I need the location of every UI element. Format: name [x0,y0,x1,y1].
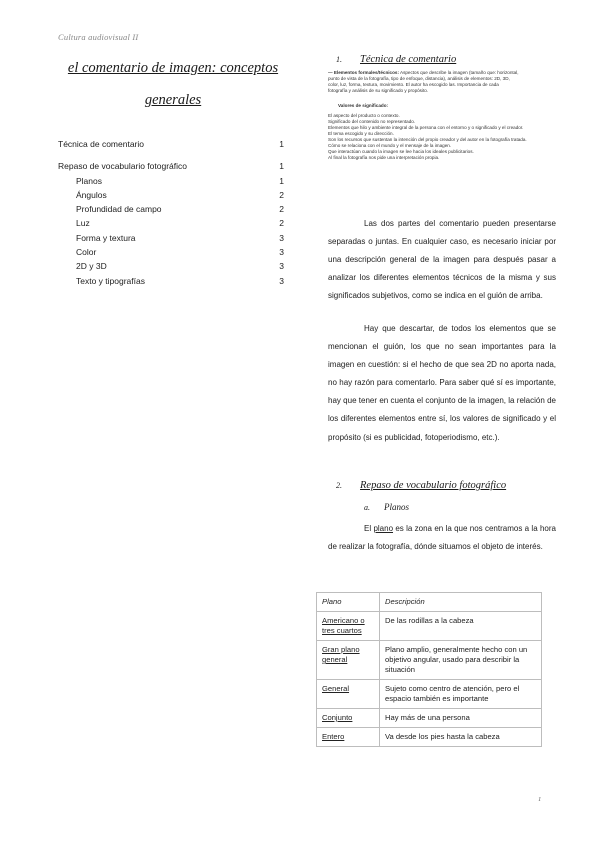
toc-entry[interactable] [58,245,284,259]
vocabulary-table [316,592,542,747]
term-link: plano [373,524,394,533]
toc-label: Texto y tipografías [76,275,145,286]
subsection-heading [364,502,409,512]
table-row [317,680,542,709]
toc-page: 1 [279,139,284,149]
outline-lead-line: punto de vista de la fotografía, tipo de enfoque, distancia), análisis de elementos: 2D, 3D, [328,76,510,81]
table-header-row [317,593,542,612]
toc-label: Técnica de comentario [58,139,144,149]
toc-label: Forma y textura [76,232,136,243]
toc-page: 2 [279,218,284,229]
outline-item: Elementos que hilo y ambiente integral de la persona con el entorno y o significado y el creador. [328,125,524,130]
section-title: Técnica de comentario [360,54,457,65]
table-row [317,709,542,728]
toc-label: Color [76,247,97,258]
section-number: 1. [336,55,342,64]
table-cell-description: Va desde los pies hasta la cabeza [380,728,542,747]
paragraph-text-pre: El [364,524,374,533]
toc-page: 3 [279,261,284,272]
table-cell-term: Entero [317,728,380,747]
subsection-number: a. [364,503,370,512]
toc-entry[interactable] [58,159,284,173]
section-heading [336,480,506,491]
outline-item: Son los recursos que sustentan la intención del propio creador y del autor en la fotografía tratada. [328,137,527,142]
toc-entry[interactable] [58,231,284,245]
outline-item: Significado del contenido no representado. [328,119,416,124]
toc-entry[interactable] [58,202,284,216]
column-header: Plano [317,593,380,612]
section-title: Repaso de vocabulario fotográfico [360,480,507,491]
paragraph-text: Hay que descartar, de todos los elementos que se mencionan el guión, los que no sean importantes para la imagen en cuestión: si el hecho de que sea 2D no aporta nada, no hay razón para comentarlo. Para saber qué sí es importante, hay que tener en cuenta el conjunto de la imagen, la relación de los diferentes elementos entre sí, los valores de significado y el propósito (si es publicidad, fotoperiodismo, etc.). [328,324,556,442]
toc-page: 3 [279,232,284,243]
outline-lead-line: fotografía y análisis de su significado y propósito. [328,88,429,93]
outline-item: El tema escogido y su dirección. [328,131,394,136]
table-row [317,641,542,680]
paragraph [328,320,556,447]
table-cell-term: General [317,680,380,709]
toc-page: 1 [279,175,284,186]
paragraph [328,215,556,305]
outline-item: El aspecto del producto o contexto. [328,113,400,118]
paragraph [328,520,556,556]
outline-item: Al final la fotografía nos pide una interpretación propia. [328,155,440,160]
outline-lead-line: color, luz, forma, textura, movimiento. El autor ha escogido las. Importancia de cada [328,82,499,87]
toc-entry[interactable] [58,216,284,230]
running-head: Cultura audiovisual II [58,32,139,42]
toc-entry[interactable] [58,188,284,202]
paragraph-text-post: es la zona en la que nos centramos a la hora de realizar la fotografía, dónde situamos el objeto de interés. [328,524,556,552]
table-row [317,612,542,641]
table-cell-description: Sujeto como centro de atención, pero el espacio también es importante [380,680,542,709]
toc-page: 3 [279,247,284,258]
table-cell-description: De las rodillas a la cabeza [380,612,542,641]
toc-label: Profundidad de campo [76,204,162,215]
page-number: 1 [538,796,542,803]
toc-label: Luz [76,218,90,229]
table-cell-description: Plano amplio, generalmente hecho con un objetivo angular, usado para describir la situación [380,641,542,680]
outline-lead-line: Aspectos que describe la imagen (tamaño que: horizontal, [400,70,519,75]
toc-entry[interactable] [58,274,284,288]
subsection-title: Planos [384,502,410,512]
section-heading [336,54,456,65]
toc-page: 2 [279,189,284,200]
section-number: 2. [336,481,342,490]
toc-page: 3 [279,275,284,286]
outline-item: Cómo se relaciona con el mundo y el mensaje de la imagen. [328,143,452,148]
outline-subheading: Valores de significado: [338,103,389,108]
outline-lead-strong: — Elementos formales/técnicos: [328,70,399,75]
commentary-outline [328,70,544,161]
outline-item: Que interactúan cuando la imagen se lee hacia los ideales publicitarios. [328,149,474,154]
document-title: el comentario de imagen: conceptos generales [67,60,279,108]
toc-label: Planos [76,175,102,186]
toc-label: Repaso de vocabulario fotográfico [58,161,187,172]
table-cell-term: Conjunto [317,709,380,728]
toc-label: Ángulos [76,189,107,200]
toc-page: 1 [279,161,284,172]
table-cell-description: Hay más de una persona [380,709,542,728]
table-of-contents [58,137,284,288]
column-header: Descripción [380,593,542,612]
toc-page: 2 [279,204,284,215]
toc-entry[interactable] [58,137,284,151]
table-cell-term: Americano o tres cuartos [317,612,380,641]
toc-entry[interactable] [58,259,284,273]
toc-entry[interactable] [58,174,284,188]
toc-label: 2D y 3D [76,261,107,272]
paragraph-text: Las dos partes del comentario pueden presentarse separadas o juntas. En cualquier caso, es necesario iniciar por una descripción general de la imagen para después pasar a analizar los diferentes elementos técnicos de la misma y sus significados subjetivos, como se indica en el guión de arriba. [328,219,556,301]
table-cell-term: Gran plano general [317,641,380,680]
table-row [317,728,542,747]
